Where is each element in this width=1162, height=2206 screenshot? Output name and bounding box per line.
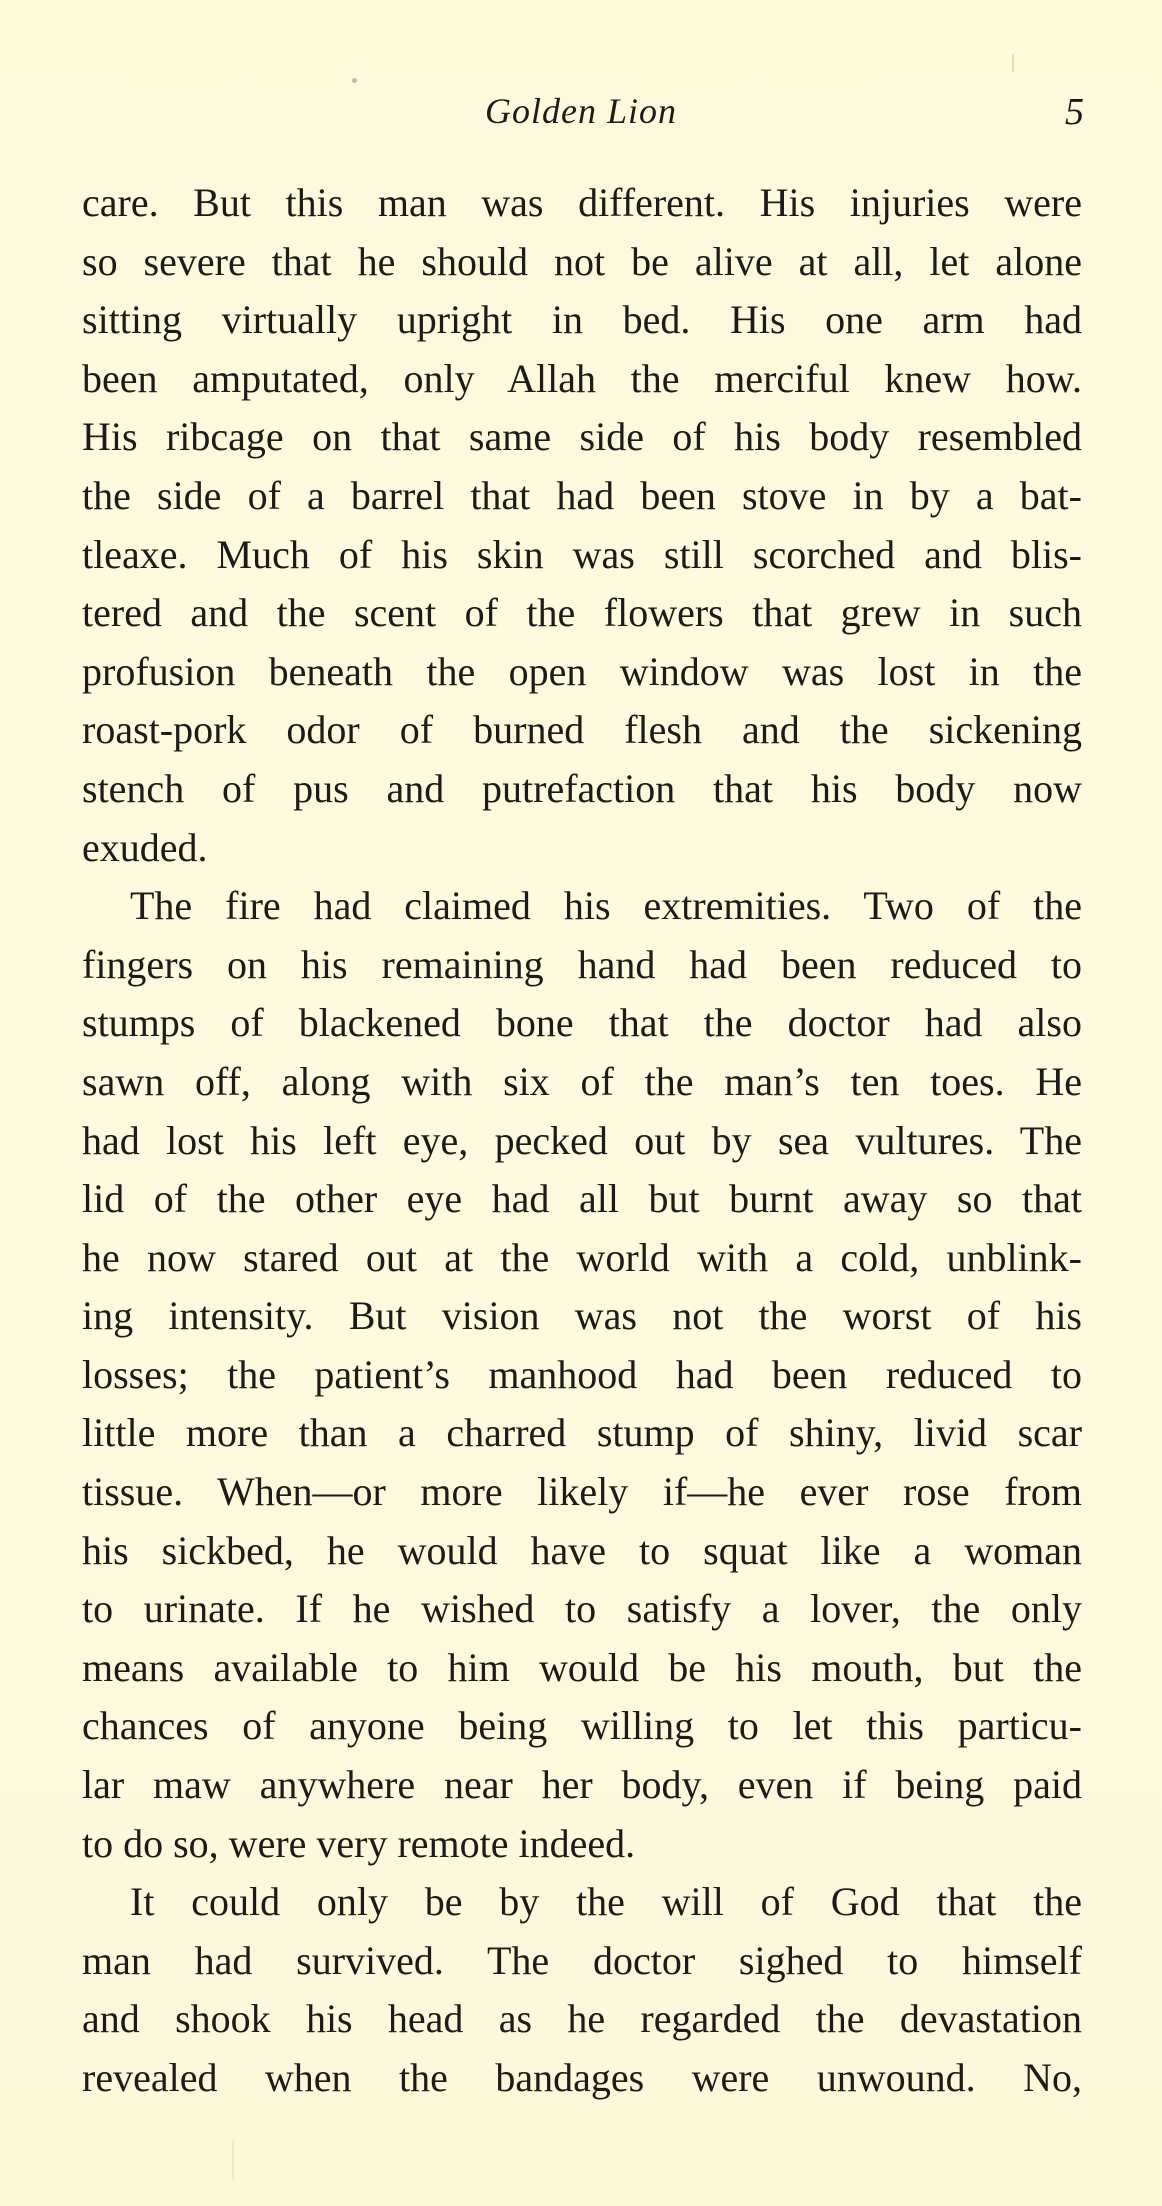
page-blemish xyxy=(232,2140,234,2180)
page-blemish xyxy=(1012,54,1014,72)
text-line: stumps of blackened bone that the doctor had also xyxy=(82,1000,1082,1046)
text-line: tleaxe. Much of his skin was still scorched and blis- xyxy=(82,531,1082,577)
text-line: exuded. xyxy=(82,824,208,870)
running-header xyxy=(0,86,1162,136)
page-number: 5 xyxy=(1065,91,1084,133)
text-line: lid of the other eye had all but burnt away so that xyxy=(82,1176,1082,1222)
text-line: stench of pus and putrefaction that his body now xyxy=(82,765,1082,811)
text-line: so severe that he should not be alive at all, let alone xyxy=(82,238,1082,284)
body-text xyxy=(82,174,1082,2108)
text-line: profusion beneath the open window was lost in the xyxy=(82,648,1082,694)
text-line: chances of anyone being willing to let this particu- xyxy=(82,1703,1082,1749)
text-line: fingers on his remaining hand had been reduced to xyxy=(82,941,1082,987)
text-line: little more than a charred stump of shiny, livid scar xyxy=(82,1410,1082,1456)
text-line: and shook his head as he regarded the devastation xyxy=(82,1996,1082,2042)
text-line: His ribcage on that same side of his body resembled xyxy=(82,414,1082,460)
text-line: sawn off, along with six of the man’s ten toes. He xyxy=(82,1058,1082,1104)
text-line: losses; the patient’s manhood had been reduced to xyxy=(82,1351,1082,1397)
text-line: sitting virtually upright in bed. His one arm had xyxy=(82,297,1082,343)
text-line: he now stared out at the world with a cold, unblink- xyxy=(82,1234,1082,1280)
text-line: been amputated, only Allah the merciful knew how. xyxy=(82,355,1082,401)
text-line: to do so, were very remote indeed. xyxy=(82,1820,636,1866)
text-line: the side of a barrel that had been stove in by a bat- xyxy=(82,472,1082,518)
text-line: roast-pork odor of burned flesh and the sickening xyxy=(82,707,1082,753)
text-line: lar maw anywhere near her body, even if being paid xyxy=(82,1762,1082,1808)
text-line: means available to him would be his mouth, but the xyxy=(82,1644,1082,1690)
running-title: Golden Lion xyxy=(484,91,677,131)
text-line: care. But this man was different. His injuries were xyxy=(82,180,1082,225)
page-speck xyxy=(352,78,357,83)
text-line: his sickbed, he would have to squat like a woman xyxy=(82,1527,1082,1573)
text-line: It could only be by the will of God that the xyxy=(130,1879,1082,1925)
text-line: ing intensity. But vision was not the worst of his xyxy=(82,1293,1082,1339)
text-line: had lost his left eye, pecked out by sea vultures. The xyxy=(82,1117,1082,1163)
text-line: tissue. When—or more likely if—he ever rose from xyxy=(82,1469,1082,1515)
text-line: to urinate. If he wished to satisfy a lover, the only xyxy=(82,1586,1082,1632)
text-line: The fire had claimed his extremities. Two of the xyxy=(130,883,1082,929)
text-line: tered and the scent of the flowers that grew in such xyxy=(82,590,1082,636)
text-line: man had survived. The doctor sighed to himself xyxy=(82,1937,1082,1983)
text-line: revealed when the bandages were unwound. No, xyxy=(82,2055,1082,2100)
